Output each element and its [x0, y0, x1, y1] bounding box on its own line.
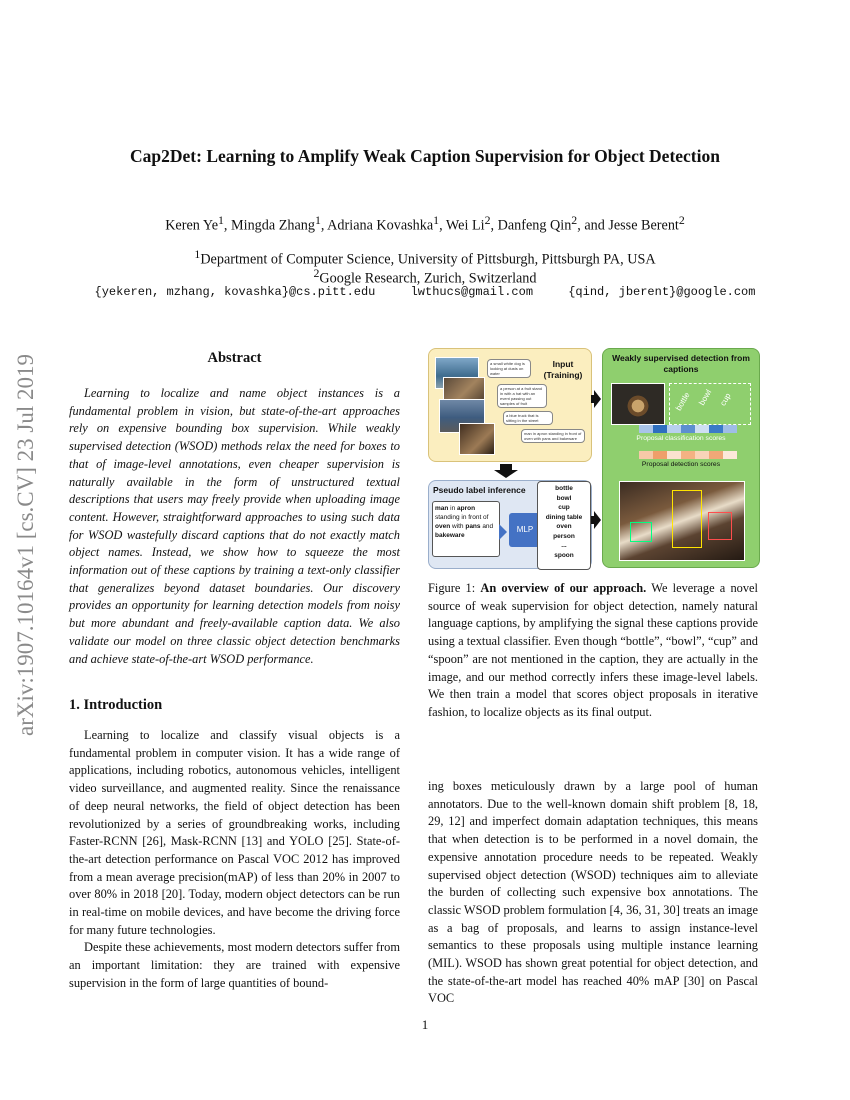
label-item: spoon — [554, 551, 574, 559]
introduction-continued: ing boxes meticulously drawn by a large pool of human annotators. Due to the well-known domain shift problem [8, 18, 29, 12] and imperfect domain adaptation techniques, this means that when detection is to be performed in a novel domain, the expensive annotation procedure needs to be repeated. Weakly supervised object detection (WSOD) techniques aim to alleviate the burden of collecting such expensive box annotations. The classic WSOD problem formulation [4, 36, 31, 30] treats an image as a bag of proposals, and learns to assign instance-level semantics to these proposals using multiple instance learning (MIL). WSOD has shown great potential for object detection, and the state-of-the-art model has reached 40% mAP [30] on Pascal VOC — [428, 779, 758, 1006]
down-arrow-head-icon — [494, 470, 518, 478]
right-arrow-icon — [594, 511, 601, 529]
detection-score-bar — [639, 451, 737, 459]
input-training-label: Input (Training) — [543, 359, 583, 380]
score-cell — [639, 451, 653, 459]
score-cell — [723, 451, 737, 459]
pseudo-label-panel — [428, 480, 592, 569]
arxiv-stamp: arXiv:1907.10164v1 [cs.CV] 23 Jul 2019 — [13, 353, 38, 737]
kitchen-image — [611, 383, 665, 425]
score-cell — [653, 425, 667, 433]
label-item: bowl — [556, 494, 572, 502]
ws-title: Weakly supervised detection from captions — [612, 353, 750, 374]
figure-caption: Figure 1: An overview of our approach. We leverage a novel source of weak supervision for object detection, namely natural language captions, by amplifying the signal these captions provide using a textual classifier. Even though “bottle”, “bowl”, “cup” and “spoon” are not mentioned in the caption, they are actually in the image, and our method correctly infers these image-level labels. We then train a model that scores object proposals in iterative fashion, to localize objects as its final output. — [428, 581, 759, 719]
right-arrow-icon — [499, 524, 507, 540]
abstract-text: Learning to localize and name object instances is a fundamental problem in vision, but state-of-the-art approaches rely on expensive bounding box supervision. While weakly supervised detection (WSOD) methods relax the need for boxes to that of image-level annotations, even cheaper supervision is naturally available in the form of unstructured textual descriptions that users may freely provide when uploading image content. However, straightforward approaches to using such data for WSOD wastefully discard captions that do not exactly match object names. Instead, we show how to squeeze the most information out of these captions by training a text-only classifier that generalizes beyond dataset boundaries. Our discovery provides an opportunity for learning detection models from noisy but more abundant and freely-available caption data. We also validate our model on three classic object detection benchmarks and achieve state-of-the-art WSOD performance. — [69, 386, 400, 666]
predicted-labels — [537, 481, 591, 570]
score-cell — [695, 425, 709, 433]
score-cell — [681, 451, 695, 459]
score-cell — [653, 451, 667, 459]
classification-score-label: Proposal classification scores — [636, 435, 726, 442]
rotated-label: bowl — [697, 388, 714, 407]
score-cell — [639, 425, 653, 433]
score-cell — [723, 425, 737, 433]
intro-paragraph: Learning to localize and classify visual objects is a fundamental problem in computer vision. It has a wide range of applications, including robotics, autonomous vehicles, intelligent video surveillance, and augmented reality. Since the renaissance of deep neural networks, the field of object detection has been revolutionized by a series of groundbreaking works, including Faster-RCNN [26], Mask-RCNN [13] and YOLO [25]. State-of-the-art detection performance on Pascal VOC 2012 has improved from a mean average precision(mAP) of less than 20% in 2007 to over 80% in 2018 [20]. Today, modern object detectors can be run in real-time on mobile devices, and have become the driving force for many future technologies. — [69, 728, 400, 937]
label-item: person — [553, 532, 575, 540]
email-list — [0, 285, 850, 299]
detection-score-label: Proposal detection scores — [641, 461, 721, 468]
label-item: oven — [556, 523, 572, 530]
pseudo-label-title: Pseudo label inference — [433, 485, 526, 495]
introduction-heading: 1. Introduction — [69, 697, 163, 713]
score-cell — [709, 451, 723, 459]
label-item: cup — [558, 504, 570, 511]
author-list: Keren Ye$^1$, Mingda Zhang$^1$, Adriana Kovashka$^1$, Wei Li$^2$, Danfeng Qin$^2$, and Jesse Berent$^2$ — [165, 213, 685, 234]
email-gmail: lwthucs@gmail.com — [410, 285, 534, 299]
detection-result-image — [619, 481, 745, 561]
caption-bubble: a person at a fruit stand in with a hat with an event passing out samples of fruit — [497, 384, 547, 408]
score-cell — [667, 451, 681, 459]
bounding-box — [672, 490, 702, 548]
score-cell — [695, 451, 709, 459]
caption-bubble: a blue truck that is sitting in the street — [503, 411, 553, 425]
affiliation-1: $^1$Department of Computer Science, University of Pittsburgh, Pittsburgh PA, USA — [194, 247, 656, 268]
affiliation-2: $^2$Google Research, Zurich, Switzerland — [313, 266, 537, 287]
bounding-box — [630, 522, 652, 542]
caption-bubble: a small white dog is looking at dusts on water — [487, 359, 531, 378]
rotated-label: bottle — [673, 390, 692, 413]
weakly-supervised-panel — [602, 348, 760, 568]
mlp-block: MLP — [509, 513, 541, 547]
score-cell — [667, 425, 681, 433]
score-cell — [681, 425, 695, 433]
bounding-box — [708, 512, 732, 540]
score-cell — [709, 425, 723, 433]
right-arrow-icon — [594, 390, 601, 408]
label-item: bottle — [555, 485, 573, 492]
input-panel — [428, 348, 592, 462]
email-pitt: {yekeren, mzhang, kovashka}@cs.pitt.edu — [94, 285, 376, 299]
label-item: dining table — [545, 513, 583, 521]
label-item: ... — [561, 542, 567, 549]
paper-title: Cap2Det: Learning to Amplify Weak Caption Supervision for Object Detection — [130, 146, 720, 166]
intro-paragraph: Despite these achievements, most modern detectors suffer from an important limitation: they are trained with expensive supervision in the form of large quantities of bound- — [69, 940, 400, 990]
caption-text-box: man in apron standing in front of oven with pans and bakeware — [432, 501, 500, 557]
classification-score-bar — [639, 425, 737, 433]
email-google: {qind, jberent}@google.com — [568, 285, 756, 299]
introduction-body — [69, 727, 400, 993]
thumbnail-image — [459, 423, 495, 455]
page-number: 1 — [421, 1017, 429, 1032]
caption-bubble: man in apron standing in front of oven with pans and bakeware — [521, 429, 585, 443]
abstract-heading: Abstract — [207, 350, 262, 366]
rotated-label: cup — [718, 391, 733, 408]
figure-1 — [428, 348, 758, 568]
